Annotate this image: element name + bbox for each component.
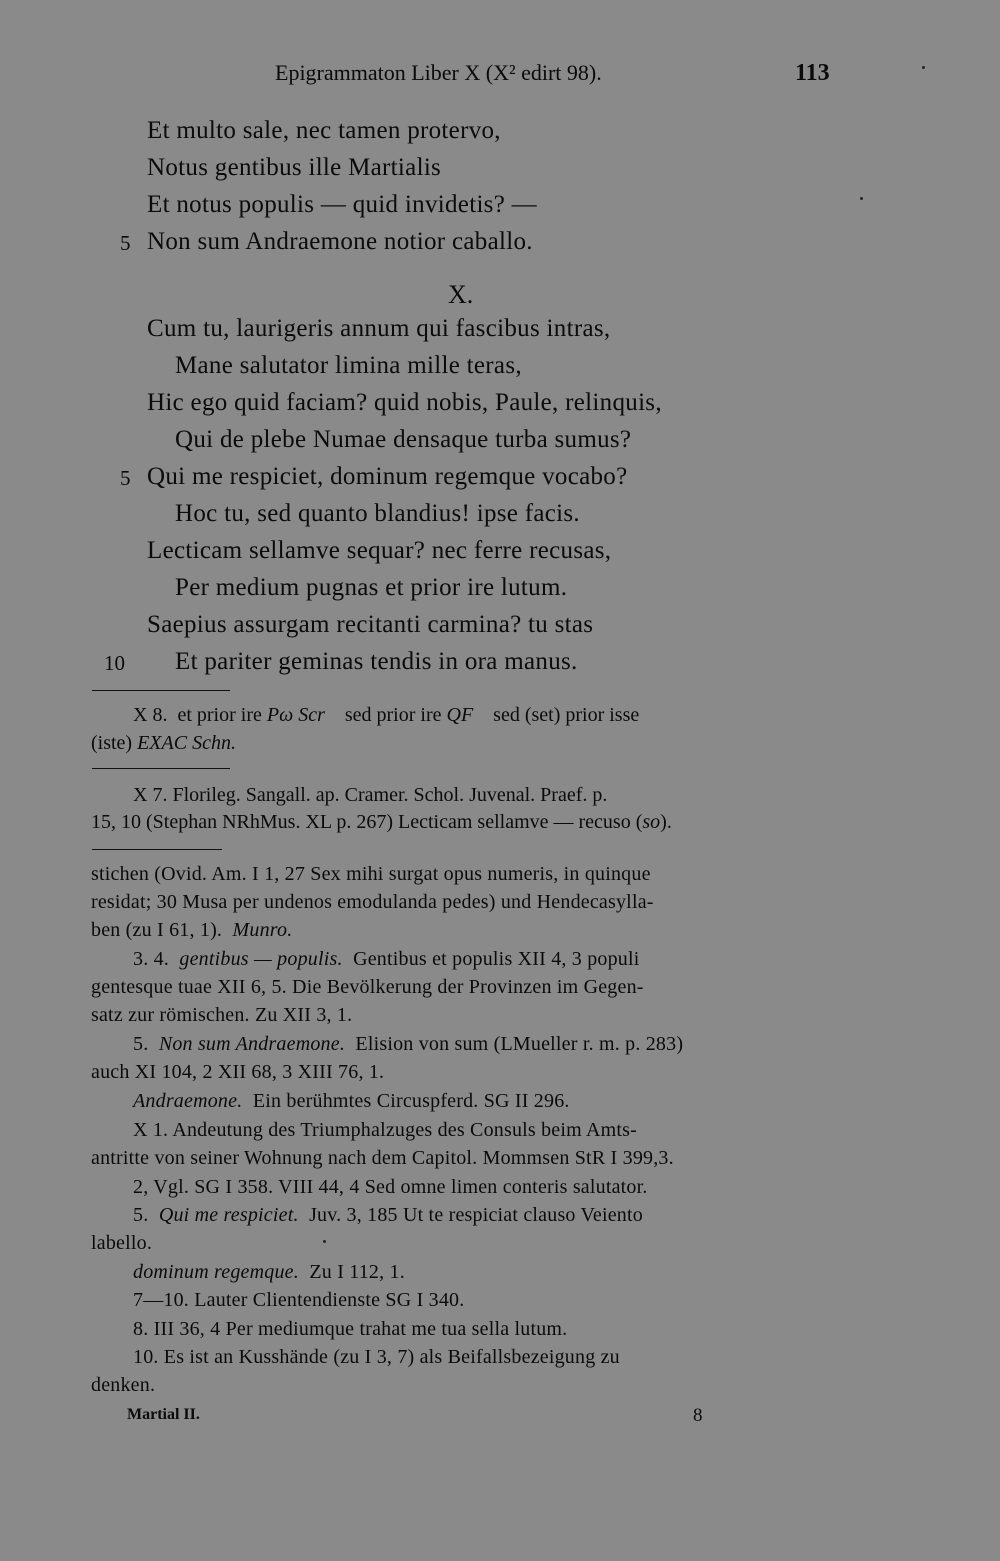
commentary-italic: Munro. (232, 919, 293, 941)
testimonia-italic: so (642, 811, 661, 833)
speck-mark (323, 1240, 326, 1243)
commentary-text: Elision von sum (LMueller r. m. p. 283) (355, 1033, 684, 1055)
poem-line: Et notus populis — quid invidetis? — (147, 191, 537, 218)
commentary-italic: gentibus — populis. (179, 948, 343, 970)
commentary-line: satz zur römischen. Zu XII 3, 1. (91, 1004, 353, 1026)
commentary-text: Gentibus et populis XII 4, 3 populi (353, 948, 640, 970)
commentary-italic: Andraemone. (133, 1090, 243, 1112)
commentary-line: 2, Vgl. SG I 358. VIII 44, 4 Sed omne limen conteris salutator. (133, 1176, 648, 1198)
apparatus-text: et prior ire (177, 704, 262, 726)
apparatus-ref: X 8. (133, 704, 168, 726)
testimonia-text: ). (660, 811, 672, 833)
speck-mark (922, 66, 925, 69)
commentary-line (133, 1090, 570, 1113)
commentary-rule (92, 849, 222, 850)
signature-mark: Martial II. (127, 1406, 200, 1423)
line-number: 5 (120, 466, 131, 490)
poem-line: Et multo sale, nec tamen protervo, (147, 117, 501, 144)
commentary-line (133, 1204, 643, 1227)
line-number: 10 (104, 651, 125, 675)
commentary-line: X 1. Andeutung des Triumphalzuges des Consuls beim Amts- (133, 1119, 637, 1141)
commentary-text: ben (zu I 61, 1). (91, 919, 223, 941)
poem-line: Mane salutator limina mille teras, (175, 352, 522, 379)
commentary-line (133, 1033, 683, 1056)
commentary-italic: dominum regemque. (133, 1261, 299, 1283)
apparatus-text: (iste) (91, 732, 133, 754)
commentary-italic: Non sum Andraemone. (158, 1033, 346, 1055)
poem-line: Lecticam sellamve sequar? nec ferre recusas, (147, 537, 612, 564)
testimonia-line (91, 811, 672, 834)
testimonia-text: 15, 10 (Stephan NRhMus. XL p. 267) Lecticam sellamve — recuso ( (91, 811, 643, 833)
commentary-line: gentesque tuae XII 6, 5. Die Bevölkerung der Provinzen im Gegen- (91, 976, 644, 998)
commentary-italic: Qui me respiciet. (158, 1204, 299, 1226)
apparatus-line (91, 732, 236, 755)
commentary-text: Juv. 3, 185 Ut te respiciat clauso Veiento (309, 1204, 643, 1226)
poem-line: Per medium pugnas et prior ire lutum. (175, 574, 568, 601)
poem-line: Qui me respiciet, dominum regemque vocabo? (147, 463, 628, 490)
poem-line: Qui de plebe Numae densaque turba sumus? (175, 426, 632, 453)
commentary-line: auch XI 104, 2 XII 68, 3 XIII 76, 1. (91, 1061, 385, 1083)
apparatus-sigla: EXAC Schn. (137, 732, 236, 754)
apparatus-rule (92, 690, 230, 691)
poem-line: Hic ego quid faciam? quid nobis, Paule, relinquis, (147, 389, 662, 416)
commentary-line: denken. (91, 1374, 156, 1396)
poem-line: Cum tu, laurigeris annum qui fascibus intras, (147, 315, 611, 342)
apparatus-sigla: Pω Scr (266, 704, 325, 726)
commentary-line: 8. III 36, 4 Per mediumque trahat me tua sella lutum. (133, 1318, 568, 1340)
speck-mark (860, 197, 863, 200)
commentary-line (133, 948, 640, 971)
commentary-line: residat; 30 Musa per undenos emodulanda pedes) und Hendecasylla- (91, 891, 654, 913)
commentary-line: 7—10. Lauter Clientendienste SG I 340. (133, 1289, 465, 1311)
apparatus-text: sed prior ire (344, 704, 442, 726)
commentary-line (133, 1261, 405, 1284)
commentary-line (91, 919, 292, 942)
poem-line: Saepius assurgam recitanti carmina? tu stas (147, 611, 594, 638)
commentary-text: 3. 4. (133, 948, 169, 970)
poem-line: Et pariter geminas tendis in ora manus. (175, 648, 578, 675)
running-header-title: Epigrammaton Liber X (X² edirt 98). (275, 60, 602, 85)
apparatus-line (133, 704, 639, 727)
commentary-text: 5. (133, 1204, 149, 1226)
commentary-line: 10. Es ist an Kusshände (zu I 3, 7) als Beifallsbezeigung zu (133, 1346, 620, 1368)
apparatus-sigla: QF (446, 704, 474, 726)
testimonia-line: X 7. Florileg. Sangall. ap. Cramer. Schol. Juvenal. Praef. p. (133, 784, 608, 806)
commentary-line: stichen (Ovid. Am. I 1, 27 Sex mihi surgat opus numeris, in quinque (91, 863, 651, 885)
commentary-line: antritte von seiner Wohnung nach dem Capitol. Mommsen StR I 399,3. (91, 1147, 674, 1169)
sheet-number: 8 (693, 1405, 703, 1426)
poem-title: X. (448, 280, 474, 309)
line-number: 5 (120, 231, 131, 255)
poem-line: Non sum Andraemone notior caballo. (147, 228, 533, 255)
commentary-line: labello. (91, 1232, 153, 1254)
testimonia-rule (92, 768, 230, 769)
commentary-text: 5. (133, 1033, 149, 1055)
poem-line: Notus gentibus ille Martialis (147, 154, 442, 181)
page-number: 113 (795, 60, 830, 86)
poem-line: Hoc tu, sed quanto blandius! ipse facis. (175, 500, 580, 527)
apparatus-text: sed (set) prior isse (493, 704, 640, 726)
commentary-text: Zu I 112, 1. (309, 1261, 405, 1283)
commentary-text: Ein berühmtes Circuspferd. SG II 296. (252, 1090, 570, 1112)
